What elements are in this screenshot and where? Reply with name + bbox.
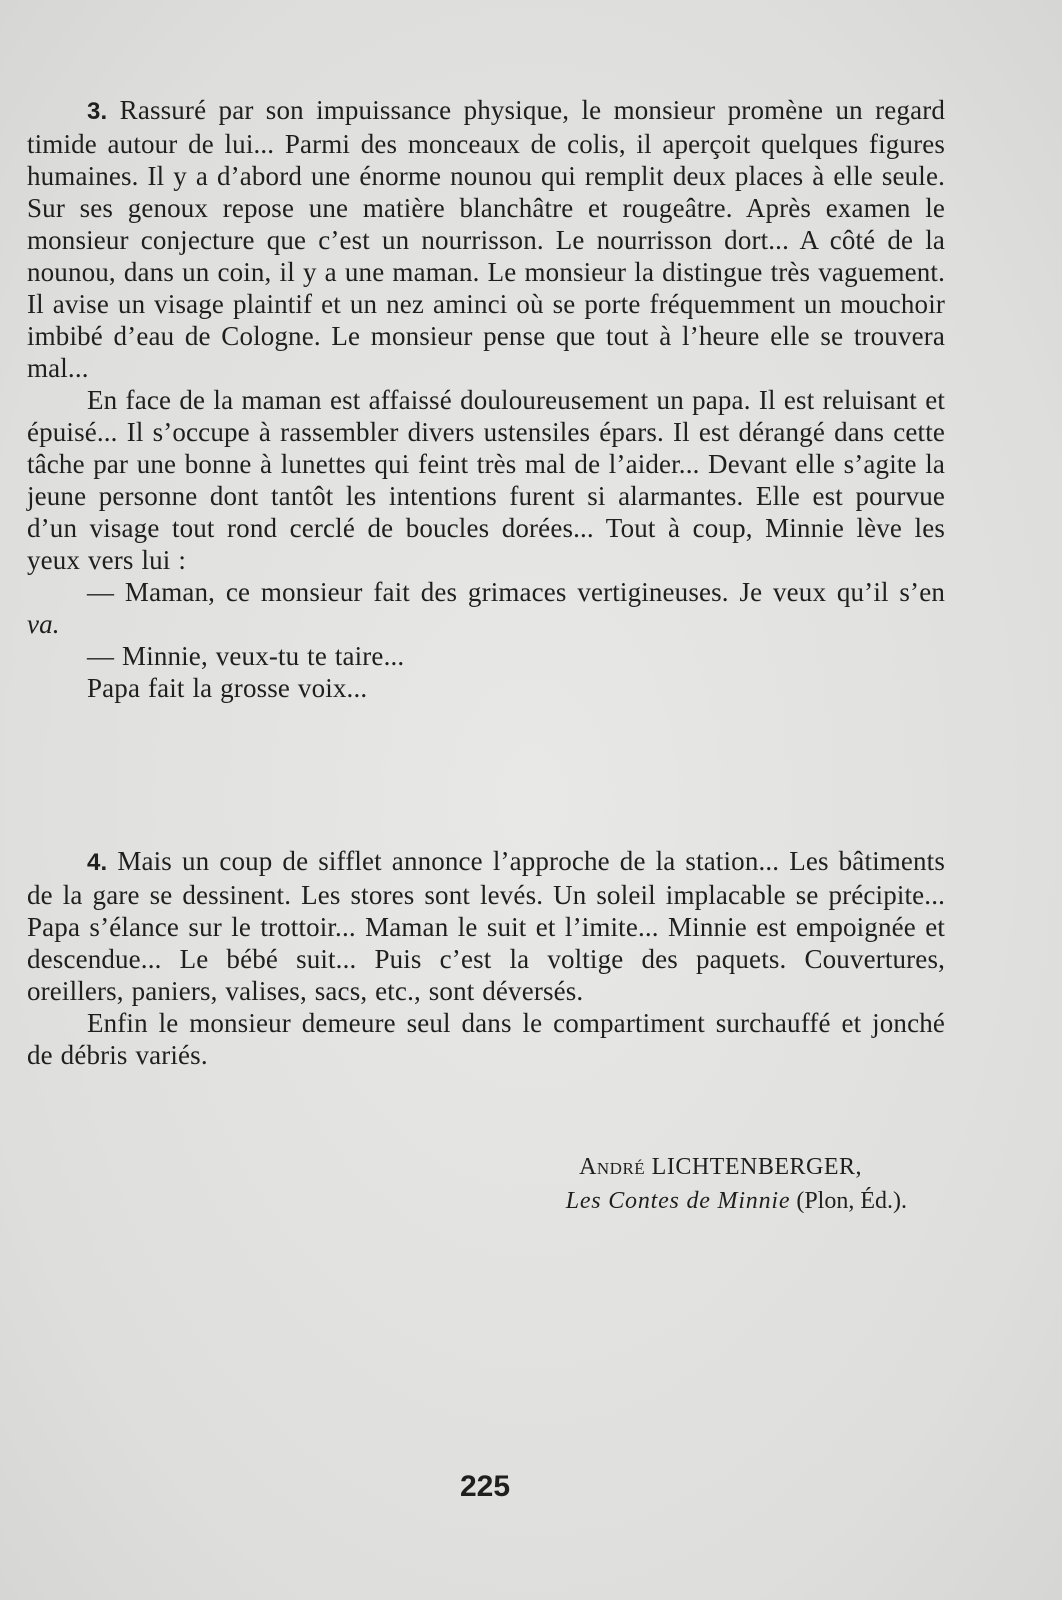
section-3-paragraph-1-text: Rassuré par son impuissance physique, le monsieur promène un regard timide autour de lui... Parmi des monceaux de colis, il aperçoit quelques figures humaines. Il y a d’abord une énorme nounou qui remplit deux places à elle seule. Sur ses genoux repose une matière blanchâtre et rougeâtre. Après examen le monsieur conjecture que c’est un nourrisson. Le nourrisson dort... A côté de la nounou, dans un coin, il y a une maman. Le monsieur la distingue très vaguement. Il avise un visage plaintif et un nez aminci où se porte fréquemment un mouchoir imbibé d’eau de Cologne. Le monsieur pense que tout à l’heure elle se trouvera mal... (27, 95, 945, 383)
section-3 (27, 94, 945, 704)
dialogue-line-1-emphasis: va. (27, 609, 60, 639)
section-4-paragraph-1 (27, 845, 945, 1007)
section-3-number: 3. (87, 98, 108, 125)
author-name (566, 1150, 907, 1184)
section-4-paragraph-1-text: Mais un coup de sifflet annonce l’approche de la station... Les bâtiments de la gare se dessinent. Les stores sont levés. Un soleil implacable se précipite... Papa s’élance sur le trottoir... Maman le suit et l’imite... Minnie est empoignée et descendue... Le bébé suit... Puis c’est la voltige des paquets. Couvertures, oreillers, paniers, valises, sacs, etc., sont déversés. (27, 846, 945, 1006)
dialogue-line-2: — Minnie, veux-tu te taire... (87, 641, 405, 671)
section-4-paragraph-2: Enfin le monsieur demeure seul dans le compartiment surchauffé et jonché de débris variés. (27, 1008, 945, 1070)
section-3-paragraph-1 (27, 94, 945, 384)
section-4 (27, 845, 945, 1071)
section-3-closing-line: Papa fait la grosse voix... (87, 673, 368, 703)
dialogue-line-1-text: — Maman, ce monsieur fait des grimaces vertigineuses. Je veux qu’il s’en (87, 577, 945, 607)
author-first-name: André (579, 1154, 646, 1180)
source-line (566, 1188, 907, 1214)
source-publisher: (Plon, Éd.). (796, 1188, 907, 1214)
section-4-number: 4. (87, 849, 108, 876)
author-last-name: LICHTENBERGER, (651, 1154, 862, 1180)
source-title: Les Contes de Minnie (565, 1188, 791, 1214)
dialogue-line-1 (27, 576, 945, 640)
attribution (566, 1150, 907, 1218)
section-3-paragraph-2: En face de la maman est affaissé douloureusement un papa. Il est reluisant et épuisé... Il s’occupe à rassembler divers ustensiles épars. Il est dérangé dans cette tâche par une bonne à lunettes qui feint très mal de l’aider... Devant elle s’agite la jeune personne dont tantôt les intentions furent si alarmantes. Elle est pourvue d’un visage tout rond cerclé de boucles dorées... Tout à coup, Minnie lève les yeux vers lui : (27, 385, 945, 575)
page-number: 225 (459, 1470, 511, 1503)
